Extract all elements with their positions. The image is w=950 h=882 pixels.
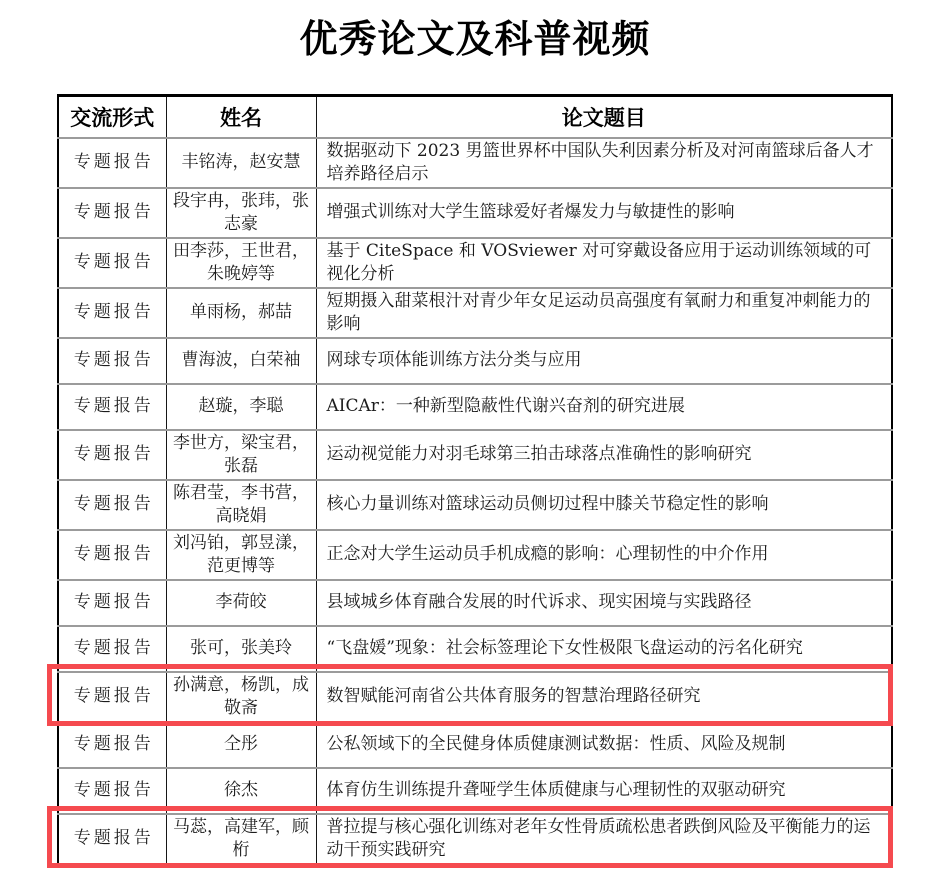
row-exchange-format-cell: 专题报告 [58,626,166,672]
row-exchange-format-cell: 专题报告 [58,188,166,238]
table-row [58,138,892,188]
row-exchange-format-cell: 专题报告 [58,338,166,384]
table-row [58,480,892,530]
row-paper-title-cell: 数据驱动下 2023 男篮世界杯中国队失利因素分析及对河南篮球后备人才培养路径启示 [316,138,892,188]
row-exchange-format-cell: 专题报告 [58,530,166,580]
row-names-cell: 孙满意，杨凯，成敬斋 [166,672,316,722]
row-paper-title-cell: AICAr：一种新型隐蔽性代谢兴奋剂的研究进展 [316,384,892,430]
row-exchange-format-cell: 专题报告 [58,138,166,188]
row-names-cell: 田李莎，王世君，朱晚婷等 [166,238,316,288]
table-row [58,626,892,672]
row-paper-title-cell: 增强式训练对大学生篮球爱好者爆发力与敏捷性的影响 [316,188,892,238]
row-exchange-format-cell: 专题报告 [58,238,166,288]
row-exchange-format-cell: 专题报告 [58,288,166,338]
row-exchange-format-cell: 专题报告 [58,768,166,814]
row-paper-title-cell: 短期摄入甜菜根汁对青少年女足运动员高强度有氧耐力和重复冲刺能力的影响 [316,288,892,338]
papers-table [57,94,893,865]
table-row [58,338,892,384]
row-exchange-format-cell: 专题报告 [58,672,166,722]
row-names-cell: 张可，张美玲 [166,626,316,672]
table-row [58,672,892,722]
header-exchange-format: 交流形式 [58,96,166,138]
table-row [58,238,892,288]
row-exchange-format-cell: 专题报告 [58,384,166,430]
row-names-cell: 刘冯铂，郭昱漾，范更博等 [166,530,316,580]
row-paper-title-cell: 数智赋能河南省公共体育服务的智慧治理路径研究 [316,672,892,722]
table-wrapper [57,94,891,865]
row-exchange-format-cell: 专题报告 [58,580,166,626]
row-names-cell: 单雨杨，郝喆 [166,288,316,338]
page-title: 优秀论文及科普视频 [299,16,651,61]
row-paper-title-cell: 运动视觉能力对羽毛球第三拍击球落点准确性的影响研究 [316,430,892,480]
table-row [58,768,892,814]
row-names-cell: 徐杰 [166,768,316,814]
row-names-cell: 马蕊，高建军，顾桁 [166,814,316,864]
header-paper-title: 论文题目 [316,96,892,138]
table-row [58,384,892,430]
row-paper-title-cell: 正念对大学生运动员手机成瘾的影响：心理韧性的中介作用 [316,530,892,580]
table-row [58,722,892,768]
row-names-cell: 段宇冉，张玮，张志豪 [166,188,316,238]
row-exchange-format-cell: 专题报告 [58,722,166,768]
row-paper-title-cell: “飞盘媛”现象：社会标签理论下女性极限飞盘运动的污名化研究 [316,626,892,672]
table-row [58,430,892,480]
table-row [58,814,892,864]
table-body [58,138,892,864]
row-paper-title-cell: 普拉提与核心强化训练对老年女性骨质疏松患者跌倒风险及平衡能力的运动干预实践研究 [316,814,892,864]
row-paper-title-cell: 基于 CiteSpace 和 VOSviewer 对可穿戴设备应用于运动训练领域的可视化分析 [316,238,892,288]
row-paper-title-cell: 网球专项体能训练方法分类与应用 [316,338,892,384]
row-paper-title-cell: 公私领域下的全民健身体质健康测试数据：性质、风险及规制 [316,722,892,768]
table-row [58,188,892,238]
row-names-cell: 丰铭涛，赵安慧 [166,138,316,188]
row-names-cell: 李世方，梁宝君，张磊 [166,430,316,480]
row-names-cell: 陈君莹，李书营，高晓娟 [166,480,316,530]
row-names-cell: 仝彤 [166,722,316,768]
document-page [0,16,950,865]
row-exchange-format-cell: 专题报告 [58,430,166,480]
header-name: 姓名 [166,96,316,138]
table-row [58,288,892,338]
row-paper-title-cell: 核心力量训练对篮球运动员侧切过程中膝关节稳定性的影响 [316,480,892,530]
table-row [58,530,892,580]
row-paper-title-cell: 体育仿生训练提升聋哑学生体质健康与心理韧性的双驱动研究 [316,768,892,814]
row-exchange-format-cell: 专题报告 [58,480,166,530]
row-names-cell: 赵璇，李聪 [166,384,316,430]
row-paper-title-cell: 县域城乡体育融合发展的时代诉求、现实困境与实践路径 [316,580,892,626]
table-row [58,580,892,626]
row-names-cell: 李荷皎 [166,580,316,626]
row-exchange-format-cell: 专题报告 [58,814,166,864]
row-names-cell: 曹海波，白荣袖 [166,338,316,384]
header-row [58,96,892,138]
